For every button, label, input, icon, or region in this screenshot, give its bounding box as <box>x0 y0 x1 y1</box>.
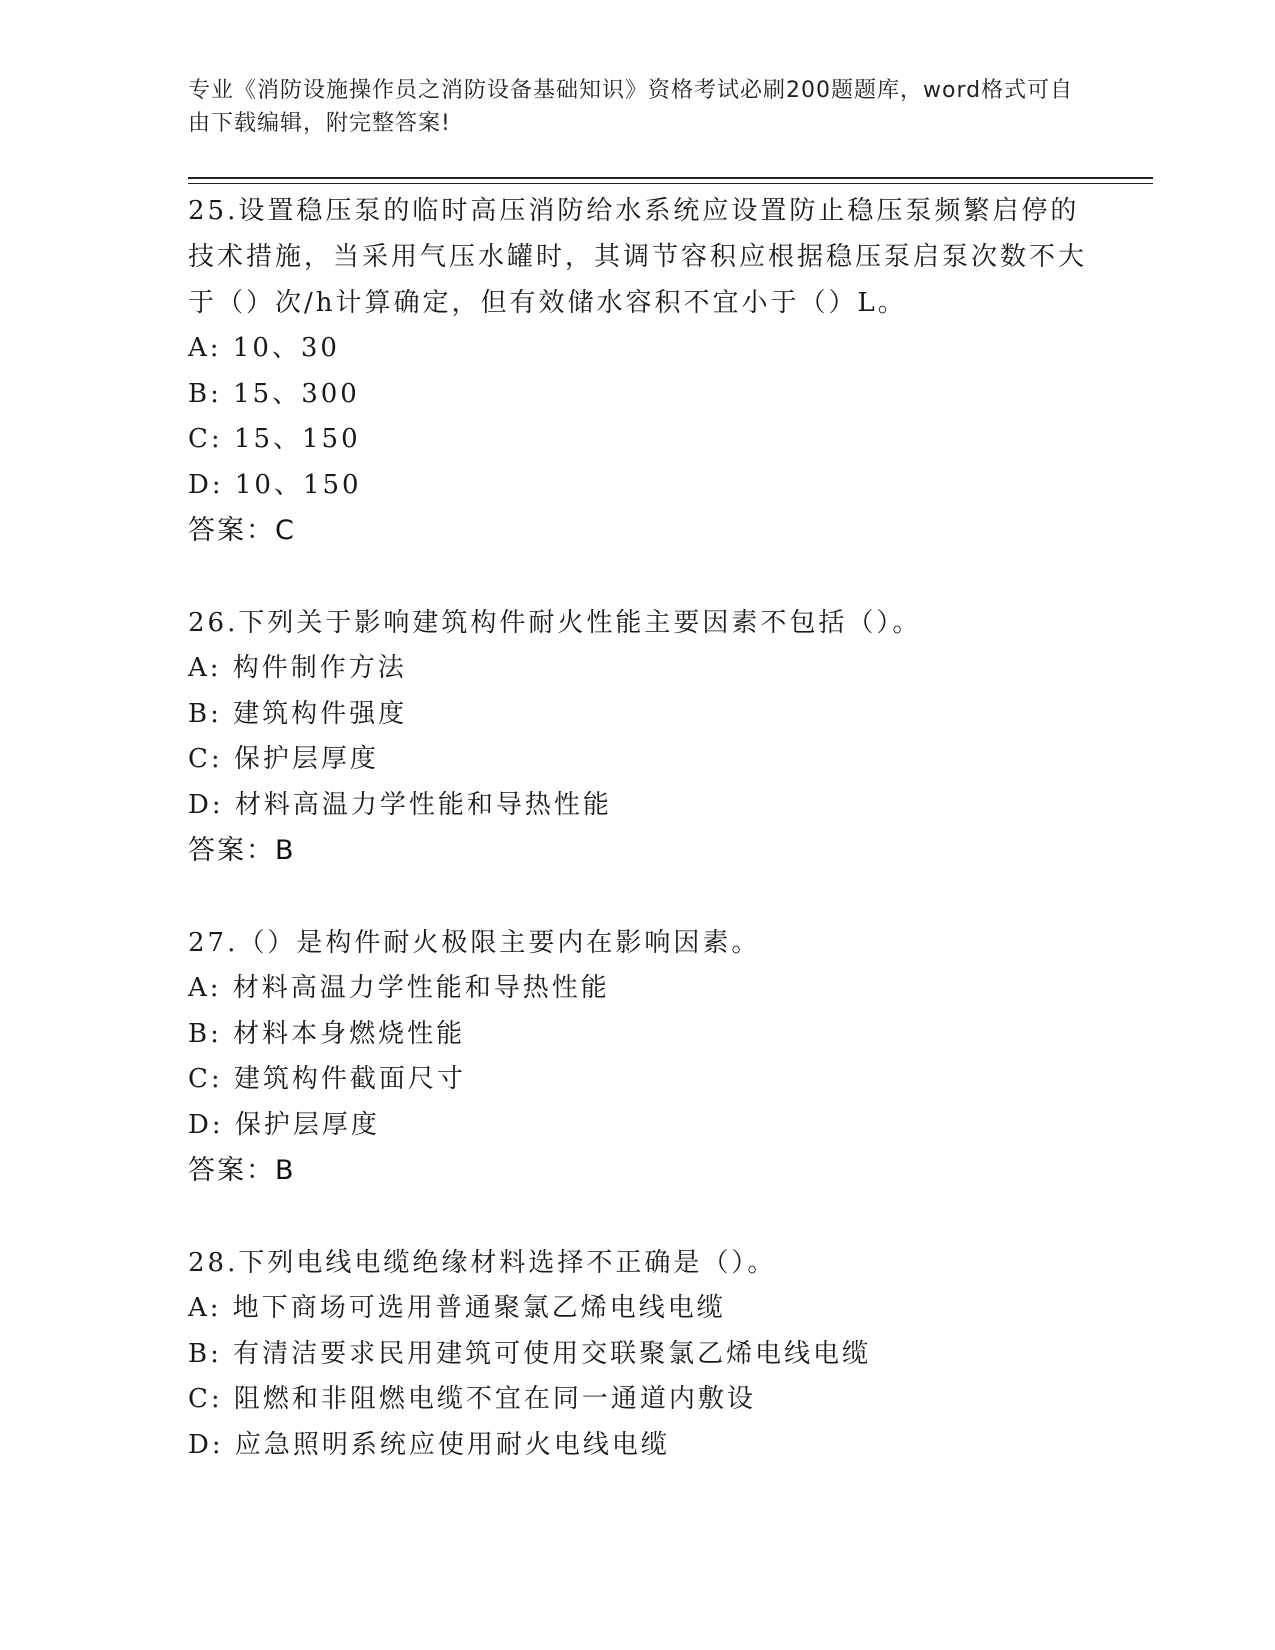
option-c: C: 建筑构件截面尺寸 <box>188 1064 466 1094</box>
option-a: A: 10、30 <box>188 333 340 363</box>
option-d: D: 应急照明系统应使用耐火电线电缆 <box>188 1429 670 1460</box>
question-28 <box>188 1240 1088 1468</box>
option-b: B: 有清洁要求民用建筑可使用交联聚氯乙烯电线电缆 <box>188 1338 872 1369</box>
option-d: D: 保护层厚度 <box>188 1109 380 1140</box>
answer-line: 答案：B <box>188 835 296 866</box>
option-d: D: 10、150 <box>188 469 362 500</box>
question-27 <box>188 920 1088 1194</box>
option-b: B: 材料本身燃烧性能 <box>188 1018 466 1049</box>
question-stem: 28.下列电线电缆绝缘材料选择不正确是（）。 <box>188 1248 777 1278</box>
option-d: D: 材料高温力学性能和导热性能 <box>188 789 612 820</box>
option-c: C: 15、150 <box>188 424 361 454</box>
answer-line: 答案：B <box>188 1155 296 1186</box>
question-list <box>188 188 1088 1514</box>
option-c: C: 阻燃和非阻燃电缆不宜在同一通道内敷设 <box>188 1384 756 1414</box>
question-25 <box>188 188 1088 554</box>
option-a: A: 构件制作方法 <box>188 653 407 683</box>
answer-line: 答案：C <box>188 515 296 546</box>
option-b: B: 建筑构件强度 <box>188 698 408 729</box>
option-a: A: 地下商场可选用普通聚氯乙烯电线电缆 <box>188 1293 726 1323</box>
question-stem: 26.下列关于影响建筑构件耐火性能主要因素不包括（）。 <box>188 608 922 638</box>
question-26 <box>188 600 1088 874</box>
option-b: B: 15、300 <box>188 378 360 409</box>
option-a: A: 材料高温力学性能和导热性能 <box>188 973 610 1003</box>
header-divider-thick <box>188 177 1153 179</box>
question-stem: 27.（）是构件耐火极限主要内在影响因素。 <box>188 928 761 958</box>
option-c: C: 保护层厚度 <box>188 744 379 774</box>
header-divider-thin <box>188 183 1153 184</box>
question-stem: 25.设置稳压泵的临时高压消防给水系统应设置防止稳压泵频繁启停的技术措施，当采用气压水罐时，其调节容积应根据稳压泵启泵次数不大于（）次/h计算确定，但有效储水容积不宜小于（）L。 <box>188 196 1088 318</box>
document-header: 专业《消防设施操作员之消防设备基础知识》资格考试必刷200题题库，word格式可自由下载编辑，附完整答案! <box>188 78 1074 136</box>
